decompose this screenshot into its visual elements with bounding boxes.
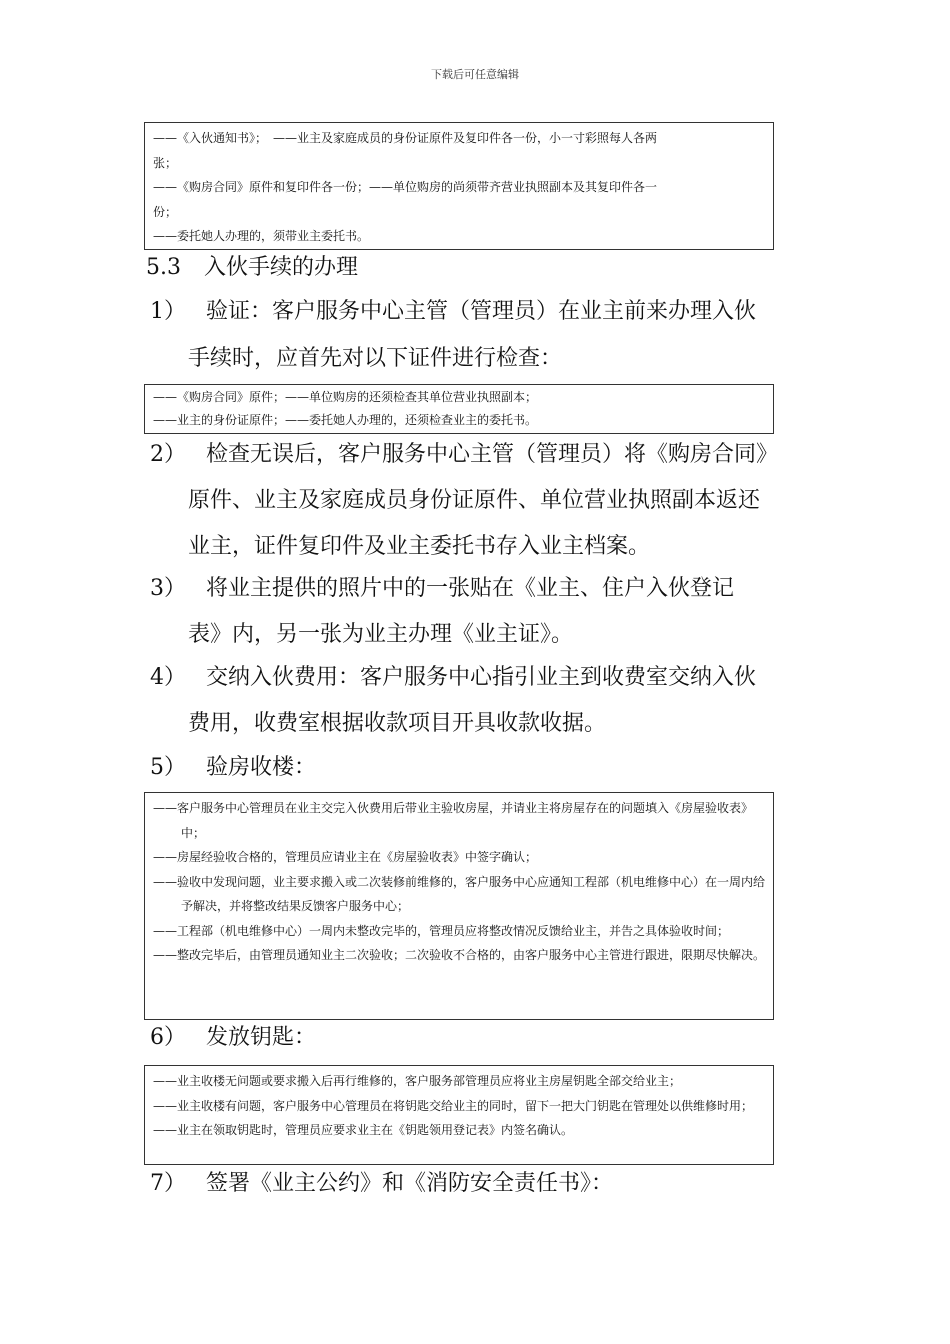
box-item: ——房屋经验收合格的，管理员应请业主在《房屋验收表》中签字确认； xyxy=(153,850,538,864)
step-3 xyxy=(150,571,734,602)
step-text: 交纳入伙费用：客户服务中心指引业主到收费室交纳入伙 xyxy=(206,665,757,690)
step-number: 3） xyxy=(150,576,186,601)
step-number: 6） xyxy=(150,1025,186,1050)
box-item: ——客户服务中心管理员在业主交完入伙费用后带业主验收房屋，并请业主将房屋存在的问题填入《房屋验收表》中； xyxy=(153,801,754,840)
step-4-continuation: 费用，收费室根据收款项目开具收款收据。 xyxy=(188,711,607,736)
box-item: ——业主在领取钥匙时，管理员应要求业主在《钥匙领用登记表》内签名确认。 xyxy=(153,1123,574,1137)
step-text: 签署《业主公约》和《消防安全责任书》： xyxy=(206,1171,614,1196)
box-line: ——《入伙通知书》； ——业主及家庭成员的身份证原件及复印件各一份，小一寸彩照每人各两 xyxy=(153,131,658,145)
step-1 xyxy=(150,294,756,325)
step-number: 2） xyxy=(150,442,186,467)
step-1-continuation: 手续时，应首先对以下证件进行检查： xyxy=(188,346,563,371)
step-text: 验房收楼： xyxy=(206,755,317,780)
box-item: ——业主收楼有问题，客户服务中心管理员在将钥匙交给业主的同时，留下一把大门钥匙在管理处以供维修时用； xyxy=(153,1098,754,1113)
box-line: ——《购房合同》原件；——单位购房的还须检查其单位营业执照副本； xyxy=(153,390,538,404)
verification-documents-box xyxy=(144,384,774,434)
box-line: ——委托她人办理的，须带业主委托书。 xyxy=(153,229,370,243)
required-documents-box xyxy=(144,122,774,250)
step-4 xyxy=(150,660,756,691)
step-7 xyxy=(150,1166,613,1197)
box-item: ——验收中发现问题，业主要求搬入或二次装修前维修的，客户服务中心应通知工程部（机电维修中心）在一周内给予解决，并将整改结果反馈客户服务中心； xyxy=(153,874,766,913)
house-inspection-box xyxy=(144,792,774,1020)
step-2-continuation: 业主，证件复印件及业主委托书存入业主档案。 xyxy=(188,534,651,559)
step-number: 4） xyxy=(150,665,186,690)
section-title: 入伙手续的办理 xyxy=(204,255,359,280)
section-heading xyxy=(146,250,358,281)
step-3-continuation: 表》内，另一张为业主办理《业主证》。 xyxy=(188,622,574,647)
box-line: ——业主的身份证原件；——委托她人办理的，还须检查业主的委托书。 xyxy=(153,413,538,427)
step-text: 发放钥匙： xyxy=(206,1025,317,1050)
step-number: 1） xyxy=(150,299,186,324)
step-number: 5） xyxy=(150,755,186,780)
step-6 xyxy=(150,1020,316,1051)
section-number: 5.3 xyxy=(146,255,181,280)
page-header: 下载后可任意编辑 xyxy=(431,68,519,81)
box-line: ——《购房合同》原件和复印件各一份；——单位购房的尚须带齐营业执照副本及其复印件各一 xyxy=(153,180,658,194)
step-text: 验证：客户服务中心主管（管理员）在业主前来办理入伙 xyxy=(206,299,757,324)
box-item: ——工程部（机电维修中心）一周内未整改完毕的，管理员应将整改情况反馈给业主，并告之具体验收时间； xyxy=(153,923,730,938)
key-distribution-box xyxy=(144,1065,774,1165)
step-number: 7） xyxy=(150,1171,186,1196)
step-5 xyxy=(150,750,316,781)
box-line: 份； xyxy=(153,204,178,219)
step-text: 检查无误后，客户服务中心主管（管理员）将《购房合同》 xyxy=(206,442,779,467)
step-2-continuation: 原件、业主及家庭成员身份证原件、单位营业执照副本返还 xyxy=(188,488,761,513)
step-text: 将业主提供的照片中的一张贴在《业主、住户入伙登记 xyxy=(206,576,735,601)
step-2 xyxy=(150,437,778,468)
box-item: ——整改完毕后，由管理员通知业主二次验收；二次验收不合格的，由客户服务中心主管进行跟进，限期尽快解决。 xyxy=(153,948,766,962)
box-item: ——业主收楼无问题或要求搬入后再行维修的，客户服务部管理员应将业主房屋钥匙全部交给业主； xyxy=(153,1074,682,1088)
box-line: 张； xyxy=(153,155,178,170)
